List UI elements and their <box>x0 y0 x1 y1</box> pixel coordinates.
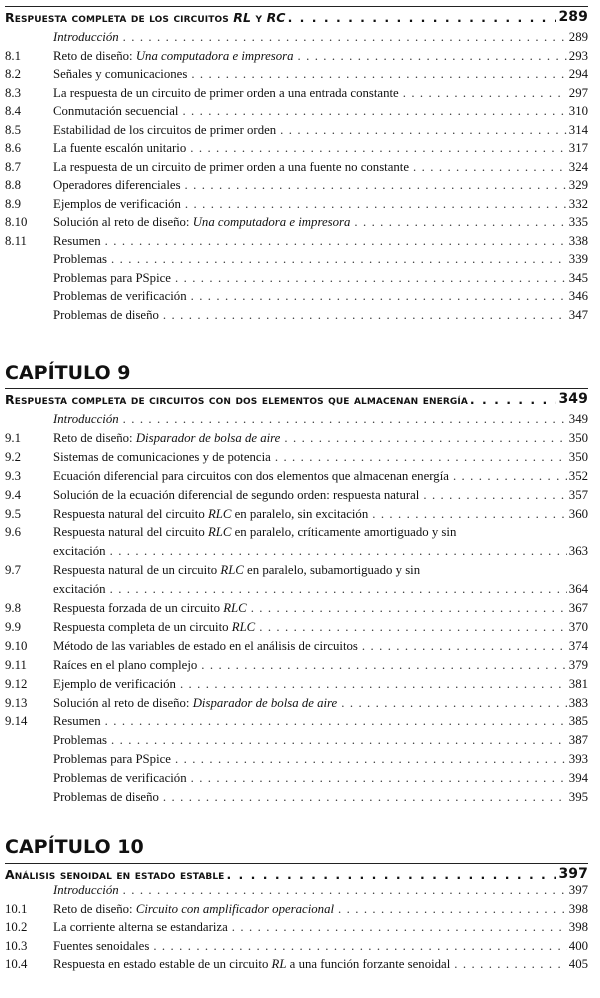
entry-number: 9.5 <box>5 506 21 521</box>
dot-leader <box>453 468 567 484</box>
entry-title-text: Problemas para PSpice <box>53 270 171 285</box>
entry-title-text: Problemas de verificación <box>53 289 187 303</box>
entry-title-text: La corriente alterna se estandariza <box>53 920 228 935</box>
entry-title-text: Respuesta natural de un circuito <box>53 563 221 578</box>
dot-leader <box>288 10 557 25</box>
toc-entry[interactable] <box>5 581 588 597</box>
entry-title-text: Respuesta natural del circuito <box>53 506 208 521</box>
toc-entry[interactable] <box>5 732 588 748</box>
entry-title-italic: Una computadora e impresora <box>135 48 294 63</box>
dot-leader <box>180 676 567 692</box>
entry-page: 310 <box>568 104 588 118</box>
dot-leader <box>280 122 567 138</box>
toc-entry[interactable] <box>5 159 588 175</box>
entry-page: 395 <box>568 790 588 804</box>
entry-number: 9.3 <box>5 468 21 483</box>
chapter-9-page: 349 <box>558 391 588 407</box>
entry-title <box>53 251 111 267</box>
entry-title-text: Ecuación diferencial para circuitos con dos elementos que almacenan energía <box>53 468 449 483</box>
entry-title <box>53 789 163 805</box>
toc-entry[interactable] <box>5 938 588 954</box>
chapter-9-title[interactable] <box>5 388 588 407</box>
dot-leader <box>354 214 566 230</box>
entry-page: 335 <box>568 215 588 229</box>
entry-page: 338 <box>568 233 588 248</box>
entry-title <box>53 122 280 138</box>
dot-leader <box>454 956 567 972</box>
toc-entry[interactable] <box>5 600 588 616</box>
entry-title-italic: Disparador de bolsa de aire <box>192 695 338 710</box>
dot-leader <box>110 581 567 597</box>
toc-entry[interactable] <box>5 214 588 230</box>
entry-title <box>53 938 153 954</box>
entry-number: 8.8 <box>5 178 21 192</box>
entry-page: 367 <box>568 601 588 615</box>
dot-leader <box>191 288 567 304</box>
toc-entry[interactable] <box>5 66 588 82</box>
toc-entry[interactable] <box>5 449 588 465</box>
entry-title <box>53 177 185 193</box>
entry-title-text: Fuentes senoidales <box>53 938 150 953</box>
dot-leader <box>185 196 567 212</box>
chapter-10-heading: CAPÍTULO 10 <box>5 836 144 858</box>
entry-number: 9.8 <box>5 601 21 615</box>
entry-title <box>53 638 362 654</box>
toc-entry[interactable] <box>5 270 588 286</box>
entry-title-italic: Una computadora e impresora <box>192 215 351 229</box>
toc-entry[interactable] <box>5 919 588 935</box>
entry-page: 347 <box>568 307 588 322</box>
entry-page: 398 <box>568 901 588 916</box>
toc-entry[interactable] <box>5 619 588 635</box>
entry-title-italic: Disparador de bolsa de aire <box>135 430 281 445</box>
entry-page: 293 <box>568 48 588 63</box>
entry-page: 360 <box>568 506 588 521</box>
entry-number: 8.10 <box>5 215 28 229</box>
dot-leader <box>110 543 567 559</box>
entry-title <box>53 600 251 616</box>
entry-title <box>53 901 338 917</box>
entry-title <box>53 657 201 673</box>
entry-title-text: Respuesta forzada de un circuito <box>53 601 224 615</box>
dot-leader <box>259 619 567 635</box>
dot-leader <box>191 66 566 82</box>
entry-page: 350 <box>568 430 588 445</box>
entry-title-italic: Circuito con amplificador operacional <box>135 901 335 916</box>
entry-title-text: Resumen <box>53 233 101 248</box>
entry-page: 345 <box>568 270 588 285</box>
dot-leader <box>341 695 567 711</box>
chapter-9-title-text: Respuesta completa de circuitos con dos elementos que almacenan energía <box>5 392 468 407</box>
entry-title <box>53 956 454 972</box>
entry-number: 9.14 <box>5 714 28 729</box>
dot-leader <box>182 103 566 119</box>
entry-number: 8.7 <box>5 159 21 174</box>
entry-title <box>53 140 190 156</box>
entry-number: 9.10 <box>5 638 28 653</box>
entry-title-italic: Introducción <box>53 412 119 426</box>
toc-entry[interactable] <box>5 233 588 249</box>
chapter-8-title[interactable] <box>5 6 588 25</box>
entry-title <box>53 543 110 559</box>
toc-entry[interactable] <box>5 307 588 323</box>
entry-title-italic: RLC <box>220 563 244 578</box>
entry-title-italic: RLC <box>231 619 256 634</box>
entry-number: 9.13 <box>5 695 28 710</box>
dot-leader <box>175 270 567 286</box>
toc-entry[interactable] <box>5 882 588 898</box>
entry-title-text: Problemas de verificación <box>53 771 187 786</box>
entry-title <box>53 619 259 635</box>
entry-page: 364 <box>568 582 588 597</box>
dot-leader <box>163 789 567 805</box>
dot-leader <box>284 430 566 446</box>
entry-number: 8.9 <box>5 196 21 211</box>
dot-leader <box>123 882 567 898</box>
entry-number <box>5 770 53 786</box>
toc-entry[interactable] <box>5 638 588 654</box>
toc-entry[interactable] <box>5 956 588 972</box>
entry-title-text: La respuesta de un circuito de primer orden a una entrada constante <box>53 85 399 100</box>
entry-number: 8.3 <box>5 85 21 100</box>
entry-title <box>53 85 403 101</box>
entry-number <box>5 411 53 427</box>
entry-number <box>5 732 53 748</box>
dot-leader <box>338 901 567 917</box>
entry-number <box>5 751 53 767</box>
entry-number <box>5 882 53 898</box>
entry-title <box>53 159 413 175</box>
entry-number: 10.2 <box>5 920 28 935</box>
toc-entry[interactable] <box>5 713 588 729</box>
toc-entry[interactable] <box>5 468 588 484</box>
entry-title <box>53 919 232 935</box>
toc-entry[interactable] <box>5 29 588 45</box>
entry-number <box>5 288 53 304</box>
entry-page: 332 <box>568 196 588 211</box>
entry-page: 357 <box>568 487 588 502</box>
entry-title <box>53 713 105 729</box>
entry-title-suffix: en paralelo, críticamente amortiguado y sin <box>231 525 457 540</box>
entry-page: 385 <box>568 714 588 729</box>
entry-page: 352 <box>568 468 588 483</box>
entry-number: 10.4 <box>5 957 28 972</box>
entry-title <box>53 66 191 82</box>
dot-leader <box>175 751 567 767</box>
entry-title-text: Problemas de diseño <box>53 307 159 322</box>
entry-title <box>53 732 111 748</box>
entry-number: 8.1 <box>5 48 21 63</box>
entry-page: 329 <box>568 178 588 192</box>
entry-title-text: Ejemplo de verificación <box>53 676 176 691</box>
entry-page: 294 <box>568 67 588 81</box>
chapter-8-page: 289 <box>558 9 588 25</box>
entry-page: 381 <box>568 676 588 691</box>
toc-entry[interactable] <box>5 140 588 156</box>
toc-entry[interactable] <box>5 695 588 711</box>
entry-title <box>53 48 298 64</box>
entry-title <box>53 411 123 427</box>
entry-title <box>53 487 423 503</box>
entry-number: 9.12 <box>5 676 28 691</box>
entry-title-text: Problemas para PSpice <box>53 752 171 767</box>
entry-title-text: Solución al reto de diseño: <box>53 695 193 710</box>
dot-leader <box>226 867 556 882</box>
dot-leader <box>123 411 567 427</box>
entry-page: 363 <box>568 544 588 559</box>
dot-leader <box>163 307 567 323</box>
entry-title <box>53 449 275 465</box>
toc-entry[interactable] <box>5 901 588 917</box>
dot-leader <box>362 638 567 654</box>
dot-leader <box>403 85 567 101</box>
entry-number <box>5 581 53 597</box>
entry-page: 405 <box>568 957 588 972</box>
entry-number <box>5 543 53 559</box>
dot-leader <box>413 159 567 175</box>
dot-leader <box>470 392 557 407</box>
chapter-10-title-text: Análisis senoidal en estado estable <box>5 867 225 882</box>
chapter-10-page: 397 <box>558 866 588 882</box>
entry-title-text: Respuesta en estado estable de un circuito <box>53 957 272 972</box>
chapter-10-title[interactable] <box>5 863 588 882</box>
toc-entry[interactable] <box>5 411 588 427</box>
entry-title-text: La fuente escalón unitario <box>53 141 187 155</box>
entry-title-text: Solución al reto de diseño: <box>53 215 193 229</box>
toc-entry[interactable] <box>5 524 588 540</box>
entry-title <box>53 214 354 230</box>
entry-title-italic: Introducción <box>53 883 119 897</box>
dot-leader <box>105 233 567 249</box>
entry-page: 339 <box>568 252 588 266</box>
entry-number: 8.2 <box>5 67 21 81</box>
entry-title-text: Sistemas de comunicaciones y de potencia <box>53 449 271 464</box>
entry-number <box>5 789 53 805</box>
entry-title <box>53 430 284 446</box>
toc-entry[interactable] <box>5 85 588 101</box>
entry-title <box>53 29 123 45</box>
entry-page: 398 <box>568 920 588 935</box>
entry-number: 9.9 <box>5 619 21 634</box>
dot-leader <box>105 713 567 729</box>
entry-title <box>53 103 182 119</box>
entry-title-text: Problemas <box>53 252 108 266</box>
entry-page: 374 <box>568 638 588 653</box>
entry-title-text: Método de las variables de estado en el análisis de circuitos <box>53 638 358 653</box>
entry-number: 8.5 <box>5 122 21 137</box>
entry-page: 397 <box>568 883 588 897</box>
dot-leader <box>111 732 567 748</box>
entry-title <box>53 882 123 898</box>
toc-entry[interactable] <box>5 506 588 522</box>
dot-leader <box>111 251 567 267</box>
entry-title-italic: RLC <box>223 601 247 615</box>
entry-number: 9.11 <box>5 657 27 672</box>
dot-leader <box>190 140 567 156</box>
entry-number: 10.3 <box>5 938 28 953</box>
toc-entry[interactable] <box>5 177 588 193</box>
toc-entry[interactable] <box>5 676 588 692</box>
entry-title-continuation: excitación <box>53 582 106 597</box>
entry-title <box>53 233 105 249</box>
entry-page: 324 <box>568 159 588 174</box>
entry-title-text: Ejemplos de verificación <box>53 196 181 211</box>
entry-title-text: Señales y comunicaciones <box>53 67 188 81</box>
entry-title-text: Reto de diseño: <box>53 48 136 63</box>
toc-entry[interactable] <box>5 487 588 503</box>
dot-leader <box>423 487 566 503</box>
dot-leader <box>185 177 567 193</box>
entry-page: 314 <box>568 122 588 137</box>
entry-title <box>53 751 175 767</box>
entry-page: 350 <box>568 449 588 464</box>
entry-title-text: Problemas de diseño <box>53 790 159 804</box>
dot-leader <box>232 919 567 935</box>
entry-title-italic: Introducción <box>53 30 119 44</box>
toc-entry[interactable] <box>5 751 588 767</box>
dot-leader <box>201 657 567 673</box>
entry-title <box>53 288 191 304</box>
dot-leader <box>153 938 566 954</box>
entry-title <box>53 770 191 786</box>
entry-title <box>53 524 460 540</box>
entry-page: 379 <box>568 657 588 672</box>
entry-page: 297 <box>568 85 588 100</box>
entry-title-text: Problemas <box>53 733 108 748</box>
dot-leader <box>298 48 567 64</box>
entry-number <box>5 270 53 286</box>
entry-number: 8.4 <box>5 104 21 118</box>
entry-title-text: Respuesta completa de un circuito <box>53 619 232 634</box>
entry-title <box>53 506 372 522</box>
toc-entry[interactable] <box>5 562 588 578</box>
toc-entry[interactable] <box>5 770 588 786</box>
toc-entry[interactable] <box>5 288 588 304</box>
entry-page: 394 <box>568 771 588 786</box>
entry-title <box>53 695 341 711</box>
entry-title-text: Estabilidad de los circuitos de primer orden <box>53 122 277 137</box>
entry-title <box>53 307 163 323</box>
chapter-8-title-text: Respuesta completa de los circuitos RL y RC <box>5 10 286 25</box>
entry-number: 9.2 <box>5 449 21 464</box>
entry-number: 9.7 <box>5 563 21 578</box>
entry-title-text: Reto de diseño: <box>53 430 136 445</box>
entry-number: 10.1 <box>5 901 28 916</box>
entry-number <box>5 29 53 45</box>
entry-title-text: La respuesta de un circuito de primer orden a una fuente no constante <box>53 159 410 174</box>
entry-page: 317 <box>568 141 588 155</box>
entry-title <box>53 468 453 484</box>
entry-title-text: Conmutación secuencial <box>53 104 179 118</box>
toc-entry[interactable] <box>5 48 588 64</box>
entry-title-suffix: en paralelo, sin excitación <box>231 506 369 521</box>
entry-page: 346 <box>568 289 588 303</box>
toc-entry[interactable] <box>5 122 588 138</box>
entry-title-text: Respuesta natural del circuito <box>53 525 208 540</box>
toc-entry[interactable] <box>5 103 588 119</box>
entry-page: 289 <box>568 30 588 44</box>
entry-title-suffix: a una función forzante senoidal <box>286 957 451 972</box>
entry-title <box>53 562 424 578</box>
entry-page: 400 <box>568 938 588 953</box>
toc-entry[interactable] <box>5 196 588 212</box>
toc-entry[interactable] <box>5 251 588 267</box>
entry-title-suffix: en paralelo, subamortiguado y sin <box>243 563 421 578</box>
toc-entry[interactable] <box>5 789 588 805</box>
entry-title <box>53 196 185 212</box>
entry-number <box>5 307 53 323</box>
entry-title <box>53 581 110 597</box>
entry-title-text: Resumen <box>53 714 101 729</box>
entry-title-italic: RLC <box>207 525 232 540</box>
entry-title-italic: RLC <box>207 506 232 521</box>
entry-title <box>53 676 180 692</box>
entry-number: 8.11 <box>5 233 27 248</box>
entry-title-italic: RL <box>271 957 287 972</box>
entry-title-text: Reto de diseño: <box>53 901 136 916</box>
entry-title-continuation: excitación <box>53 544 106 559</box>
dot-leader <box>251 600 567 616</box>
entry-page: 383 <box>568 695 588 710</box>
dot-leader <box>275 449 567 465</box>
entry-title-text: Operadores diferenciales <box>53 178 181 192</box>
entry-number: 9.6 <box>5 525 21 540</box>
dot-leader <box>372 506 567 522</box>
toc-entry[interactable] <box>5 543 588 559</box>
entry-number: 8.6 <box>5 141 21 155</box>
dot-leader <box>123 29 567 45</box>
entry-page: 393 <box>568 752 588 767</box>
entry-title-text: Raíces en el plano complejo <box>53 657 198 672</box>
chapter-9-heading: CAPÍTULO 9 <box>5 362 131 384</box>
toc-entry[interactable] <box>5 430 588 446</box>
entry-number: 9.1 <box>5 430 21 445</box>
entry-title <box>53 270 175 286</box>
toc-entry[interactable] <box>5 657 588 673</box>
entry-page: 349 <box>568 412 588 426</box>
entry-title-text: Solución de la ecuación diferencial de segundo orden: respuesta natural <box>53 487 420 502</box>
entry-page: 387 <box>568 733 588 748</box>
entry-number: 9.4 <box>5 487 21 502</box>
entry-page: 370 <box>568 619 588 634</box>
dot-leader <box>191 770 567 786</box>
entry-number <box>5 251 53 267</box>
